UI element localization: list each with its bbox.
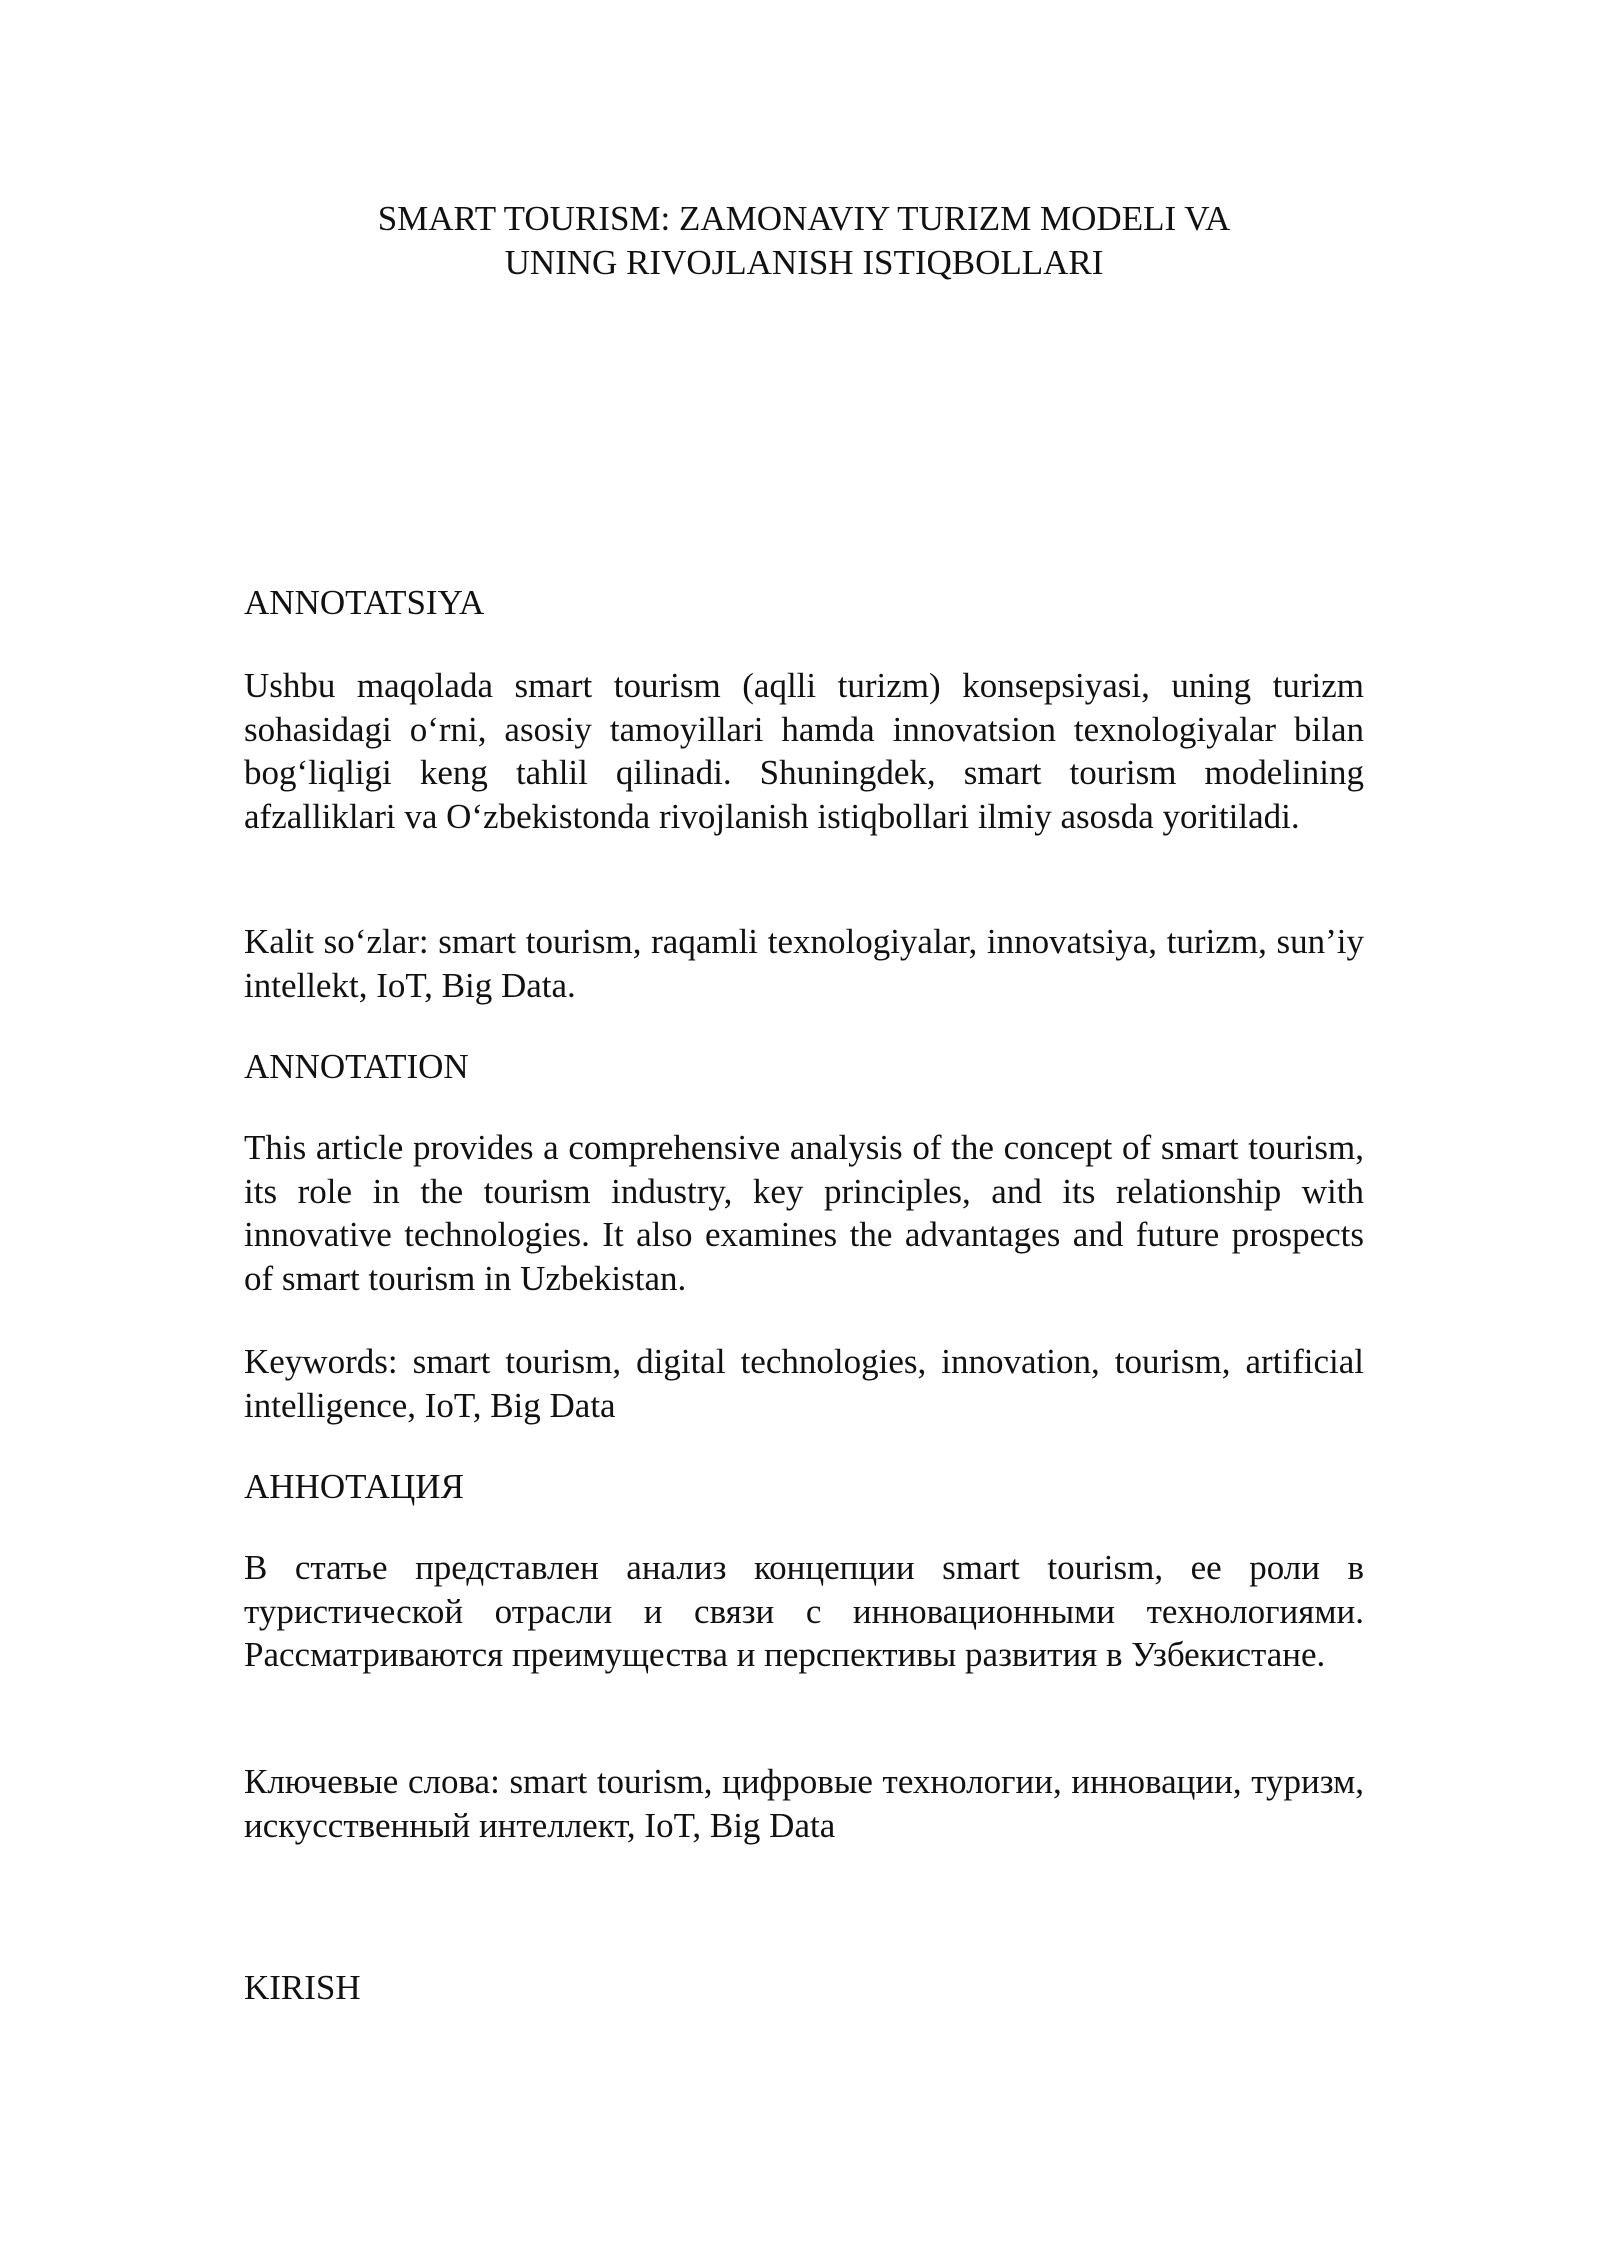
keywords-paragraph: Keywords: smart tourism, digital technologies, innovation, tourism, artificial intelligence, IoT, Big Data [244,1342,1364,1425]
annotatsiya-heading: ANNOTATSIYA [244,583,485,622]
document-title [244,197,1364,285]
annotatsiya-ru-heading: АННОТАЦИЯ [244,1467,464,1506]
kirish-heading: KIRISH [244,1968,361,2007]
title-line-1: SMART TOURISM: ZAMONAVIY TURIZM MODELI VA [377,199,1231,238]
annotatsiya-ru-paragraph: В статье представлен анализ концепции smart tourism, ее роли в туристической отрасли и связи с инновационными технологиями. Рассматриваются преимущества и перспективы развития в Узбекистане. [244,1548,1364,1674]
annotatsiya-paragraph: Ushbu maqolada smart tourism (aqlli turizm) konsepsiyasi, uning turizm sohasidagi o‘rni, asosiy tamoyillari hamda innovatsion texnologiyalar bilan bog‘liqligi keng tahlil qilinadi. Shuningdek, smart tourism modelining afzalliklari va O‘zbekistonda rivojlanish istiqbollari ilmiy asosda yoritiladi. [244,666,1364,836]
annotation-heading: ANNOTATION [244,1047,469,1086]
title-line-2: UNING RIVOJLANISH ISTIQBOLLARI [504,243,1104,282]
annotation-paragraph: This article provides a comprehensive analysis of the concept of smart tourism, its role in the tourism industry, key principles, and its relationship with innovative technologies. It also examines the advantages and future prospects of smart tourism in Uzbekistan. [244,1128,1364,1298]
kalit-sozlar-paragraph: Kalit so‘zlar: smart tourism, raqamli texnologiyalar, innovatsiya, turizm, sun’iy intellekt, IoT, Big Data. [244,922,1364,1005]
klyuchevye-slova-paragraph: Ключевые слова: smart tourism, цифровые технологии, инновации, туризм, искусственный интеллект, IoT, Big Data [244,1762,1364,1845]
